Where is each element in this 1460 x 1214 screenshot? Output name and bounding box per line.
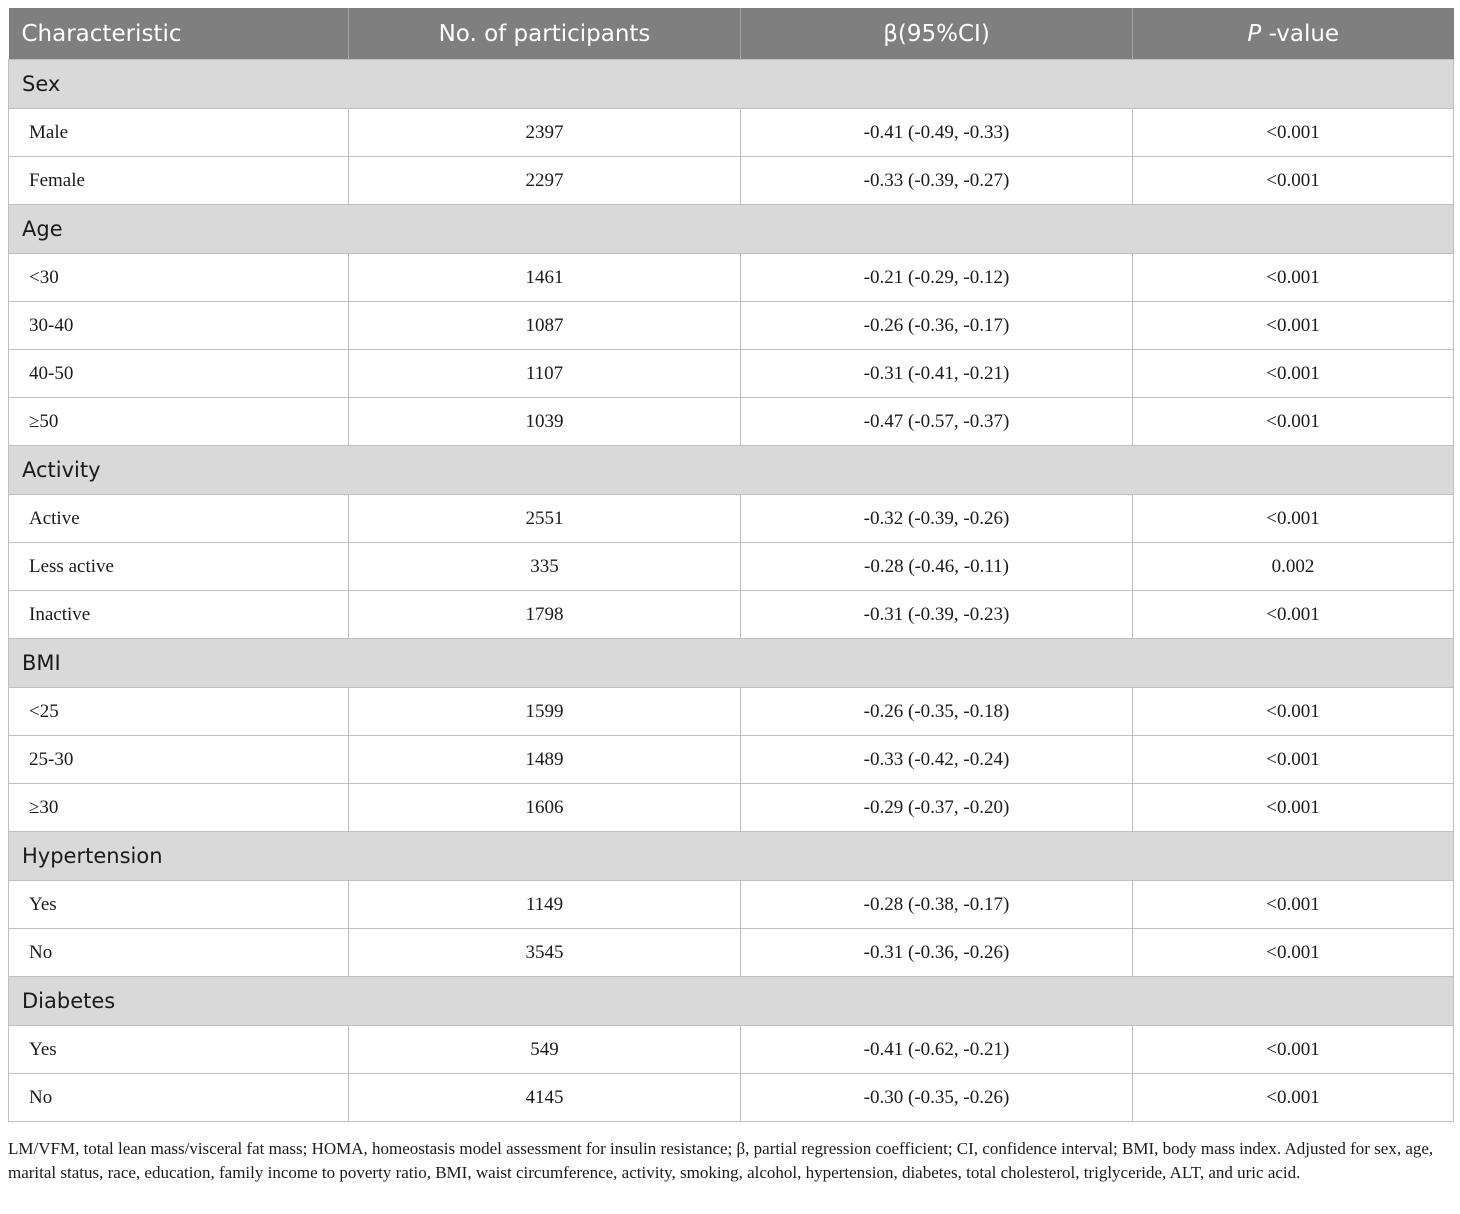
- results-table-container: [8, 8, 1453, 1122]
- beta-ci-cell: -0.41 (-0.49, -0.33): [741, 109, 1133, 157]
- row-label-cell: Less active: [9, 543, 349, 591]
- table-row: [9, 254, 1454, 302]
- header-p-suffix: -value: [1261, 20, 1340, 47]
- p-value-cell: <0.001: [1133, 157, 1454, 205]
- group-label: Diabetes: [9, 977, 1454, 1026]
- beta-ci-cell: -0.26 (-0.35, -0.18): [741, 688, 1133, 736]
- beta-ci-cell: -0.41 (-0.62, -0.21): [741, 1026, 1133, 1074]
- p-value-cell: <0.001: [1133, 1026, 1454, 1074]
- p-value-cell: <0.001: [1133, 254, 1454, 302]
- p-value-cell: <0.001: [1133, 398, 1454, 446]
- table-header: [9, 8, 1454, 60]
- beta-ci-cell: -0.26 (-0.36, -0.17): [741, 302, 1133, 350]
- group-row: [9, 639, 1454, 688]
- beta-ci-cell: -0.31 (-0.41, -0.21): [741, 350, 1133, 398]
- table-row: [9, 543, 1454, 591]
- p-value-cell: <0.001: [1133, 591, 1454, 639]
- row-label-cell: 25-30: [9, 736, 349, 784]
- header-beta: β(95%CI): [741, 8, 1133, 60]
- group-row: [9, 446, 1454, 495]
- row-label-cell: <25: [9, 688, 349, 736]
- beta-ci-cell: -0.47 (-0.57, -0.37): [741, 398, 1133, 446]
- participants-cell: 3545: [349, 929, 741, 977]
- participants-cell: 1489: [349, 736, 741, 784]
- table-row: [9, 109, 1454, 157]
- row-label-cell: 40-50: [9, 350, 349, 398]
- group-label: Sex: [9, 60, 1454, 109]
- row-label-cell: Active: [9, 495, 349, 543]
- participants-cell: 1599: [349, 688, 741, 736]
- row-label-cell: No: [9, 929, 349, 977]
- group-label: Age: [9, 205, 1454, 254]
- p-value-cell: <0.001: [1133, 495, 1454, 543]
- row-label-cell: <30: [9, 254, 349, 302]
- table-row: [9, 302, 1454, 350]
- p-value-cell: <0.001: [1133, 784, 1454, 832]
- header-p-italic: P: [1247, 20, 1262, 47]
- beta-ci-cell: -0.31 (-0.39, -0.23): [741, 591, 1133, 639]
- table-row: [9, 350, 1454, 398]
- group-label: Hypertension: [9, 832, 1454, 881]
- p-value-cell: <0.001: [1133, 1074, 1454, 1122]
- p-value-cell: <0.001: [1133, 736, 1454, 784]
- participants-cell: 1461: [349, 254, 741, 302]
- participants-cell: 1087: [349, 302, 741, 350]
- row-label-cell: ≥50: [9, 398, 349, 446]
- table-row: [9, 591, 1454, 639]
- beta-ci-cell: -0.28 (-0.38, -0.17): [741, 881, 1133, 929]
- beta-ci-cell: -0.32 (-0.39, -0.26): [741, 495, 1133, 543]
- group-row: [9, 60, 1454, 109]
- p-value-cell: <0.001: [1133, 688, 1454, 736]
- table-row: [9, 736, 1454, 784]
- p-value-cell: <0.001: [1133, 302, 1454, 350]
- participants-cell: 1039: [349, 398, 741, 446]
- row-label-cell: Inactive: [9, 591, 349, 639]
- group-row: [9, 205, 1454, 254]
- table-row: [9, 784, 1454, 832]
- p-value-cell: 0.002: [1133, 543, 1454, 591]
- participants-cell: 549: [349, 1026, 741, 1074]
- beta-ci-cell: -0.29 (-0.37, -0.20): [741, 784, 1133, 832]
- row-label-cell: 30-40: [9, 302, 349, 350]
- participants-cell: 4145: [349, 1074, 741, 1122]
- beta-ci-cell: -0.31 (-0.36, -0.26): [741, 929, 1133, 977]
- row-label-cell: Male: [9, 109, 349, 157]
- table-row: [9, 1074, 1454, 1122]
- beta-ci-cell: -0.30 (-0.35, -0.26): [741, 1074, 1133, 1122]
- table-row: [9, 1026, 1454, 1074]
- p-value-cell: <0.001: [1133, 350, 1454, 398]
- p-value-cell: <0.001: [1133, 109, 1454, 157]
- participants-cell: 1606: [349, 784, 741, 832]
- beta-ci-cell: -0.21 (-0.29, -0.12): [741, 254, 1133, 302]
- header-characteristic: Characteristic: [9, 8, 349, 60]
- beta-ci-cell: -0.28 (-0.46, -0.11): [741, 543, 1133, 591]
- row-label-cell: Yes: [9, 1026, 349, 1074]
- p-value-cell: <0.001: [1133, 881, 1454, 929]
- table-row: [9, 495, 1454, 543]
- row-label-cell: Yes: [9, 881, 349, 929]
- table-row: [9, 157, 1454, 205]
- group-row: [9, 977, 1454, 1026]
- row-label-cell: Female: [9, 157, 349, 205]
- header-p-value: [1133, 8, 1454, 60]
- table-row: [9, 688, 1454, 736]
- participants-cell: 1107: [349, 350, 741, 398]
- group-row: [9, 832, 1454, 881]
- participants-cell: 335: [349, 543, 741, 591]
- group-label: Activity: [9, 446, 1454, 495]
- beta-ci-cell: -0.33 (-0.42, -0.24): [741, 736, 1133, 784]
- table-row: [9, 398, 1454, 446]
- participants-cell: 1149: [349, 881, 741, 929]
- table-body: [9, 60, 1454, 1122]
- participants-cell: 2397: [349, 109, 741, 157]
- participants-cell: 1798: [349, 591, 741, 639]
- table-row: [9, 881, 1454, 929]
- table-row: [9, 929, 1454, 977]
- row-label-cell: No: [9, 1074, 349, 1122]
- participants-cell: 2551: [349, 495, 741, 543]
- participants-cell: 2297: [349, 157, 741, 205]
- p-value-cell: <0.001: [1133, 929, 1454, 977]
- table-footnote: LM/VFM, total lean mass/visceral fat mass; HOMA, homeostasis model assessment for insulin resistance; β, partial regression coefficient; CI, confidence interval; BMI, body mass index. Adjusted for sex, age, marital status, race, education, family income to poverty ratio, BMI, waist circumference, activity, smoking, alcohol, hypertension, diabetes, total cholesterol, triglyceride, ALT, and uric acid.: [8, 1139, 1434, 1182]
- beta-ci-cell: -0.33 (-0.39, -0.27): [741, 157, 1133, 205]
- group-label: BMI: [9, 639, 1454, 688]
- header-participants: No. of participants: [349, 8, 741, 60]
- row-label-cell: ≥30: [9, 784, 349, 832]
- subgroup-table: [8, 8, 1454, 1122]
